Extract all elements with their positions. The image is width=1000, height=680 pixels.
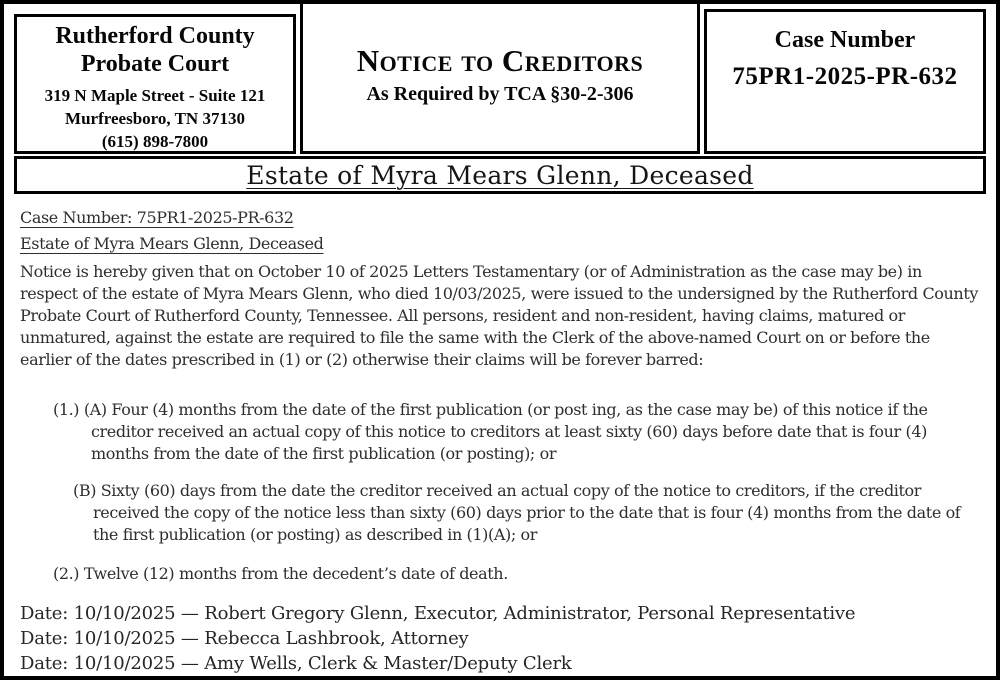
body-case-number-line: Case Number: 75PR1-2025-PR-632	[20, 208, 294, 227]
notice-title-box	[300, 4, 700, 154]
estate-title: Estate of Myra Mears Glenn, Deceased	[246, 160, 754, 190]
list-item-2-text: Twelve (12) months from the decedent’s date of death.	[83, 564, 508, 583]
court-address-line2: Murfreesboro, TN 37130	[65, 109, 245, 128]
court-name	[17, 22, 293, 78]
body-estate-row	[20, 231, 980, 257]
signature-line-clerk: Date: 10/10/2025 — Amy Wells, Clerk & Master/Deputy Clerk	[20, 653, 572, 674]
notice-subtitle: As Required by TCA §30-2-306	[366, 83, 634, 105]
list-item-2-label: (2.)	[53, 564, 80, 583]
signature-lines	[20, 601, 980, 676]
list-item-1a	[20, 399, 980, 465]
case-number-box	[704, 9, 986, 154]
list-item-1b-label: (B)	[73, 481, 97, 500]
notice-body	[4, 194, 996, 676]
list-item-1b-text: Sixty (60) days from the date the creditor received an actual copy of the notice to creditors, if the creditor received the copy of the notice less than sixty (60) days prior to the date that is four (4) months from the date of the first publication (or posting) as described in (1)(A); or	[93, 481, 961, 544]
court-address	[17, 84, 293, 153]
estate-title-bar	[14, 156, 986, 194]
body-estate-line: Estate of Myra Mears Glenn, Deceased	[20, 234, 324, 253]
list-item-1b	[20, 480, 980, 546]
court-phone: (615) 898-7800	[101, 132, 209, 151]
notice-paragraph: Notice is hereby given that on October 10 of 2025 Letters Testamentary (or of Administration as the case may be) in respect of the estate of Myra Mears Glenn, who died 10/03/2025, were issued to the undersigned by the Rutherford County Probate Court of Rutherford County, Tennessee. All persons, resident and non-resident, having claims, matured or unmatured, against the estate are required to file the same with the Clerk of the above-named Court on or before the earlier of the dates prescribed in (1) or (2) otherwise their claims will be forever barred:	[20, 262, 978, 369]
court-name-line1: Rutherford County	[55, 23, 255, 49]
list-item-1a-label: (1.) (A)	[53, 400, 107, 419]
signature-line-attorney: Date: 10/10/2025 — Rebecca Lashbrook, Attorney	[20, 628, 469, 649]
list-item-1a-text: Four (4) months from the date of the first publication (or post ing, as the case may be) of this notice if the creditor received an actual copy of this notice to creditors at least sixty (60) days before date that is four (4) months from the date of the first publication (or posting); or	[91, 400, 928, 463]
notice-title: Notice to Creditors	[356, 43, 644, 78]
body-case-number-row	[20, 205, 980, 231]
court-name-line2: Probate Court	[80, 51, 230, 77]
document-header	[4, 4, 996, 156]
court-info-box	[14, 14, 296, 154]
list-item-2	[20, 563, 980, 585]
case-number-value: 75PR1-2025-PR-632	[732, 63, 958, 90]
signature-line-executor: Date: 10/10/2025 — Robert Gregory Glenn, Executor, Administrator, Personal Representative	[20, 603, 856, 624]
case-number-label: Case Number	[774, 27, 916, 53]
court-address-line1: 319 N Maple Street - Suite 121	[44, 86, 266, 105]
